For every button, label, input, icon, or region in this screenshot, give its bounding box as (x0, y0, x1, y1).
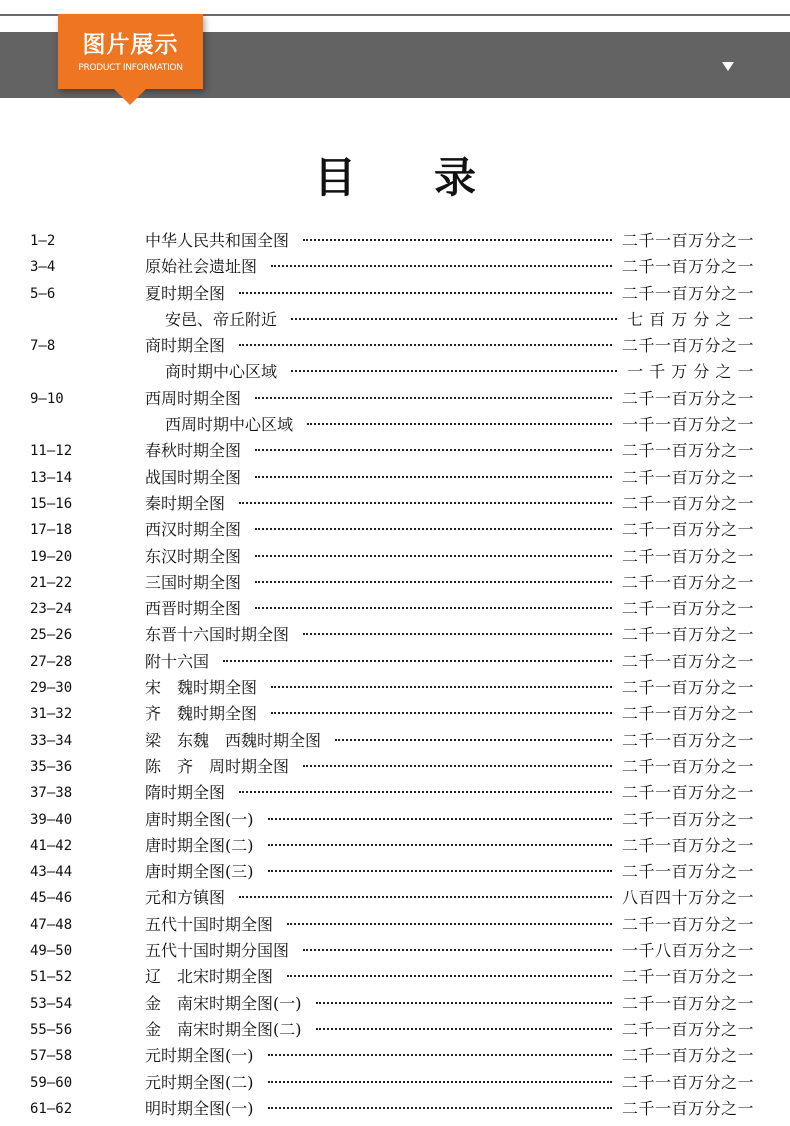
dot-leader (268, 1081, 612, 1083)
dot-leader (303, 765, 612, 767)
toc-title: 目录 (313, 153, 554, 202)
toc-entry (145, 465, 754, 491)
toc-page-range: 13—14 (30, 469, 73, 486)
toc-entry (145, 1043, 754, 1069)
banner-subtitle: PRODUCT INFORMATION (78, 63, 183, 73)
dot-leader (255, 397, 612, 399)
toc-scale: 二千一百万分之一 (621, 572, 754, 592)
toc-row (0, 780, 790, 806)
toc-page-range: 41—42 (30, 837, 73, 854)
toc-entry (145, 517, 754, 543)
toc-entry (145, 649, 754, 675)
toc-scale: 二千一百万分之一 (621, 993, 754, 1013)
toc-page-range: 19—20 (30, 548, 73, 565)
toc-entry (145, 885, 754, 911)
toc-row (0, 622, 790, 648)
toc-entry (145, 544, 754, 570)
toc-map-name: 元时期全图(一) (145, 1046, 254, 1066)
banner-title: 图片展示 (82, 32, 179, 58)
toc-entry (145, 596, 754, 622)
toc-row (0, 491, 790, 517)
toc-page-range: 3—4 (30, 259, 56, 276)
toc-scale: 二千一百万分之一 (621, 1072, 754, 1092)
toc-entry (145, 254, 754, 280)
toc-row (0, 228, 790, 254)
toc-list (0, 228, 790, 1122)
toc-scale: 二千一百万分之一 (621, 520, 754, 540)
toc-entry (145, 807, 754, 833)
toc-page-range: 27—28 (30, 653, 73, 670)
toc-map-name: 西周时期中心区域 (165, 415, 294, 435)
toc-entry (145, 964, 754, 990)
toc-map-name: 夏时期全图 (145, 283, 226, 303)
toc-scale: 二千一百万分之一 (621, 467, 754, 487)
toc-scale: 二千一百万分之一 (621, 257, 754, 277)
toc-scale: 一 千 万 分 之 一 (627, 362, 754, 382)
dot-leader (271, 265, 612, 267)
dot-leader (268, 1054, 612, 1056)
toc-scale: 二千一百万分之一 (621, 493, 754, 513)
toc-page-range: 57—58 (30, 1048, 73, 1065)
dot-leader (316, 1002, 612, 1004)
toc-entry (145, 833, 754, 859)
toc-scale: 二千一百万分之一 (621, 730, 754, 750)
toc-row (0, 701, 790, 727)
toc-page-range: 37—38 (30, 785, 73, 802)
toc-map-name: 三国时期全图 (145, 572, 242, 592)
toc-map-name: 元和方镇图 (145, 888, 226, 908)
toc-map-name: 安邑、帝丘附近 (165, 309, 278, 329)
dropdown-arrow-icon[interactable] (722, 62, 734, 71)
dot-leader (255, 528, 612, 530)
toc-row (0, 1017, 790, 1043)
dot-leader (268, 870, 612, 872)
product-info-banner (58, 14, 203, 89)
toc-page-range: 15—16 (30, 495, 73, 512)
dot-leader (239, 292, 612, 294)
toc-entry (145, 622, 754, 648)
toc-scale: 二千一百万分之一 (621, 967, 754, 987)
toc-map-name: 春秋时期全图 (145, 441, 242, 461)
toc-row (0, 754, 790, 780)
toc-page-range: 47—48 (30, 916, 73, 933)
toc-map-name: 辽 北宋时期全图 (145, 967, 274, 987)
toc-map-name: 原始社会遗址图 (145, 257, 258, 277)
toc-page-range: 53—54 (30, 995, 73, 1012)
toc-entry (165, 307, 754, 333)
dot-leader (255, 607, 612, 609)
toc-row (0, 1070, 790, 1096)
dot-leader (335, 739, 612, 741)
toc-entry (145, 938, 754, 964)
toc-scale: 七 百 万 分 之 一 (627, 309, 754, 329)
dot-leader (303, 633, 612, 635)
toc-scale: 二千一百万分之一 (621, 1098, 754, 1118)
toc-map-name: 元时期全图(二) (145, 1072, 254, 1092)
dot-leader (271, 712, 612, 714)
toc-page-range: 21—22 (30, 574, 73, 591)
toc-map-name: 五代十国时期分国图 (145, 941, 290, 961)
toc-scale: 二千一百万分之一 (621, 231, 754, 250)
toc-entry (145, 570, 754, 596)
dot-leader (307, 423, 612, 425)
toc-entry (145, 1070, 754, 1096)
toc-scale: 二千一百万分之一 (621, 283, 754, 303)
toc-row (0, 885, 790, 911)
toc-map-name: 东汉时期全图 (145, 546, 242, 566)
toc-scale: 二千一百万分之一 (621, 809, 754, 829)
toc-map-name: 宋 魏时期全图 (145, 678, 258, 698)
dot-leader (223, 660, 612, 662)
toc-map-name: 西晋时期全图 (145, 599, 242, 619)
toc-scale: 二千一百万分之一 (621, 914, 754, 934)
toc-row (0, 859, 790, 885)
toc-page-range: 25—26 (30, 627, 73, 644)
toc-entry (145, 859, 754, 885)
toc-map-name: 金 南宋时期全图(二) (145, 1019, 302, 1039)
toc-entry (145, 754, 754, 780)
toc-row (0, 544, 790, 570)
toc-page-range: 45—46 (30, 890, 73, 907)
toc-page-range: 59—60 (30, 1074, 73, 1091)
toc-row (0, 359, 790, 385)
dot-leader (239, 502, 612, 504)
dot-leader (255, 476, 612, 478)
toc-row (0, 1096, 790, 1122)
dot-leader (303, 949, 612, 951)
toc-entry (145, 780, 754, 806)
toc-entry (145, 1017, 754, 1043)
toc-map-name: 东晋十六国时期全图 (145, 625, 290, 645)
toc-scale: 二千一百万分之一 (621, 756, 754, 776)
toc-map-name: 商时期全图 (145, 336, 226, 356)
toc-page-range: 35—36 (30, 758, 73, 775)
dot-leader (287, 923, 612, 925)
toc-scale: 二千一百万分之一 (621, 783, 754, 803)
dot-leader (268, 1107, 612, 1109)
toc-row (0, 1043, 790, 1069)
toc-row (0, 438, 790, 464)
dot-leader (255, 449, 612, 451)
toc-scale: 二千一百万分之一 (621, 678, 754, 698)
toc-row (0, 570, 790, 596)
dot-leader (291, 370, 617, 372)
toc-map-name: 齐 魏时期全图 (145, 704, 258, 724)
toc-map-name: 西汉时期全图 (145, 520, 242, 540)
toc-map-name: 金 南宋时期全图(一) (145, 993, 302, 1013)
toc-map-name: 唐时期全图(一) (145, 809, 254, 829)
toc-scale: 二千一百万分之一 (621, 441, 754, 461)
toc-page-range: 43—44 (30, 864, 73, 881)
toc-scale: 二千一百万分之一 (621, 862, 754, 882)
toc-map-name: 陈 齐 周时期全图 (145, 756, 290, 776)
toc-scale: 二千一百万分之一 (621, 835, 754, 855)
toc-map-name: 战国时期全图 (145, 467, 242, 487)
toc-scale: 八百四十万分之一 (621, 888, 754, 908)
dot-leader (239, 896, 612, 898)
toc-entry (165, 412, 754, 438)
toc-page-range: 55—56 (30, 1021, 73, 1038)
toc-scale: 二千一百万分之一 (621, 1019, 754, 1039)
toc-page-range: 33—34 (30, 732, 73, 749)
toc-map-name: 秦时期全图 (145, 493, 226, 513)
toc-page-range: 49—50 (30, 943, 73, 960)
toc-scale: 二千一百万分之一 (621, 599, 754, 619)
toc-entry (145, 491, 754, 517)
dot-leader (316, 1028, 612, 1030)
dot-leader (239, 344, 612, 346)
toc-page-range: 1—2 (30, 233, 56, 249)
dot-leader (255, 555, 612, 557)
toc-row (0, 728, 790, 754)
toc-entry (145, 728, 754, 754)
toc-page-range: 11—12 (30, 443, 73, 460)
toc-scale: 二千一百万分之一 (621, 388, 754, 408)
toc-row (0, 807, 790, 833)
toc-row (0, 412, 790, 438)
toc-map-name: 商时期中心区域 (165, 362, 278, 382)
toc-scale: 一千八百万分之一 (621, 941, 754, 961)
toc-map-name: 明时期全图(一) (145, 1098, 254, 1118)
toc-row (0, 833, 790, 859)
toc-scale: 二千一百万分之一 (621, 1046, 754, 1066)
toc-row (0, 517, 790, 543)
toc-row (0, 307, 790, 333)
toc-entry (145, 438, 754, 464)
dot-leader (291, 318, 617, 320)
toc-page-range: 31—32 (30, 706, 73, 723)
dot-leader (255, 581, 612, 583)
toc-page-range: 5—6 (30, 285, 56, 302)
toc-page-range: 9—10 (30, 390, 64, 407)
toc-page-range: 61—62 (30, 1100, 73, 1117)
toc-row (0, 386, 790, 412)
toc-page-range: 23—24 (30, 601, 73, 618)
toc-entry (145, 386, 754, 412)
toc-page-range: 17—18 (30, 522, 73, 539)
toc-scale: 一千一百万分之一 (621, 415, 754, 435)
toc-row (0, 938, 790, 964)
toc-page-range: 7—8 (30, 338, 56, 355)
toc-entry (145, 333, 754, 359)
toc-map-name: 附十六国 (145, 651, 210, 671)
toc-map-name: 西周时期全图 (145, 388, 242, 408)
toc-row (0, 964, 790, 990)
toc-map-name: 唐时期全图(三) (145, 862, 254, 882)
toc-row (0, 254, 790, 280)
dot-leader (268, 818, 612, 820)
toc-row (0, 465, 790, 491)
toc-row (0, 649, 790, 675)
toc-entry (145, 675, 754, 701)
toc-scale: 二千一百万分之一 (621, 704, 754, 724)
toc-scale: 二千一百万分之一 (621, 546, 754, 566)
toc-map-name: 隋时期全图 (145, 783, 226, 803)
toc-scale: 二千一百万分之一 (621, 625, 754, 645)
toc-map-name: 中华人民共和国全图 (145, 231, 290, 250)
toc-row (0, 912, 790, 938)
toc-row (0, 596, 790, 622)
dot-leader (287, 975, 612, 977)
dot-leader (303, 239, 612, 241)
toc-scale: 二千一百万分之一 (621, 336, 754, 356)
toc-page-range: 51—52 (30, 969, 73, 986)
toc-map-name: 五代十国时期全图 (145, 914, 274, 934)
dot-leader (239, 791, 612, 793)
toc-entry (145, 228, 754, 254)
toc-entry (145, 1096, 754, 1122)
toc-entry (145, 991, 754, 1017)
toc-map-name: 唐时期全图(二) (145, 835, 254, 855)
toc-row (0, 675, 790, 701)
toc-map-name: 梁 东魏 西魏时期全图 (145, 730, 322, 750)
toc-row (0, 333, 790, 359)
toc-row (0, 281, 790, 307)
toc-page-range: 29—30 (30, 680, 73, 697)
toc-page-range: 39—40 (30, 811, 73, 828)
toc-scale: 二千一百万分之一 (621, 651, 754, 671)
toc-row (0, 991, 790, 1017)
toc-entry (145, 912, 754, 938)
dot-leader (268, 844, 612, 846)
toc-entry (145, 701, 754, 727)
dot-leader (271, 686, 612, 688)
toc-entry (165, 359, 754, 385)
toc-entry (145, 281, 754, 307)
